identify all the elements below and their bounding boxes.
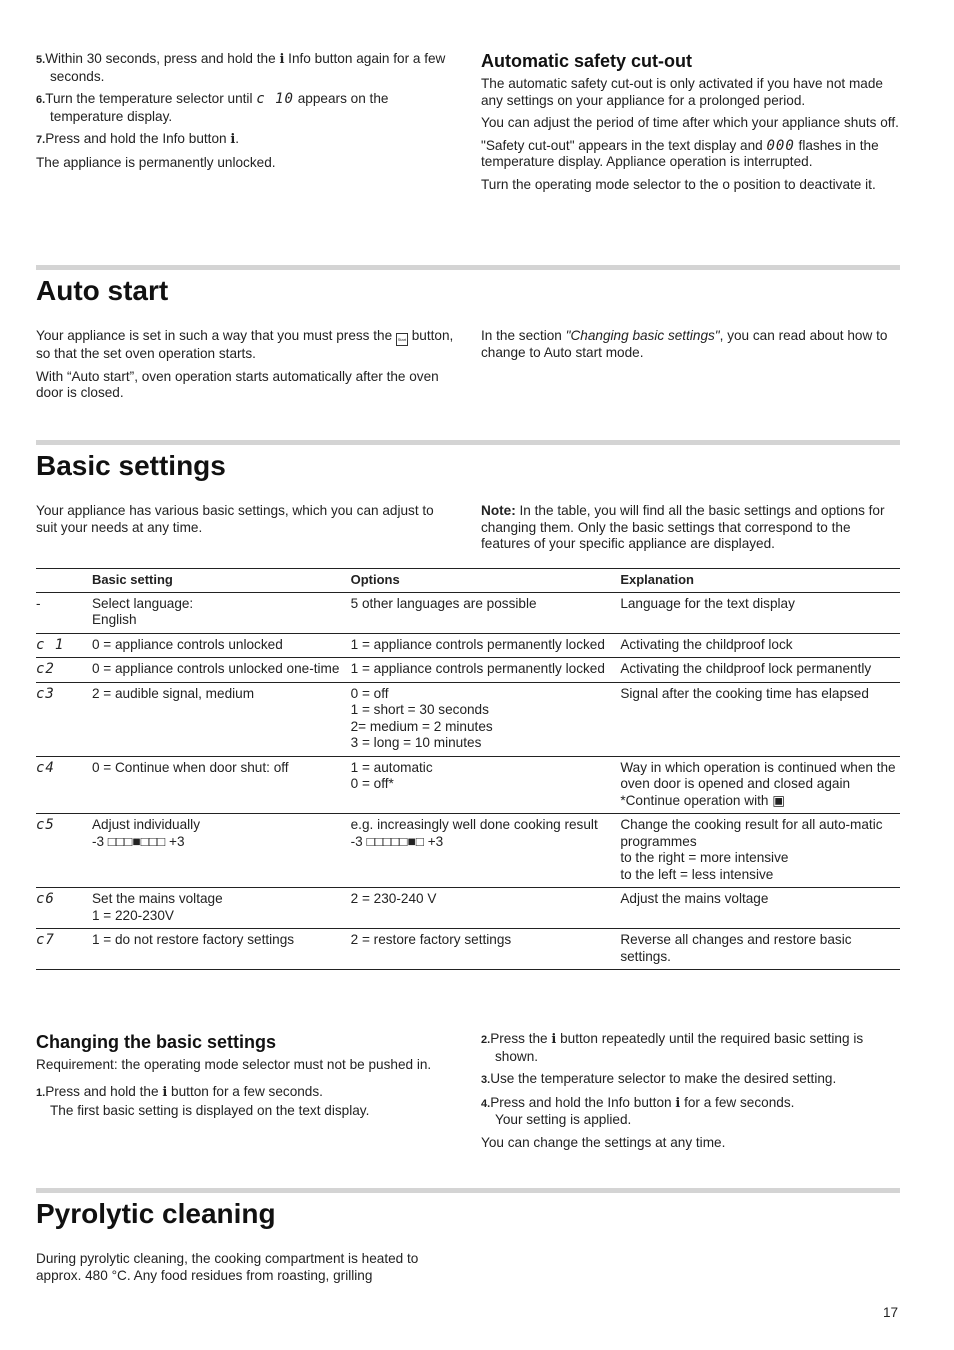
setting-cell-line: -3 □□□■□□□ +3 [91, 833, 185, 849]
setting-code-text: c 1 [36, 636, 65, 653]
info-icon: i [675, 1095, 681, 1111]
options-cell-line: 1 = appliance controls permanently locked [350, 636, 605, 652]
setting-code-text: c3 [36, 685, 55, 702]
options-cell-line: 2 = 230-240 V [350, 891, 437, 906]
options-cell [351, 658, 621, 683]
changing-step-3: 3.Use the temperature selector to make the desired setting. [481, 1071, 837, 1086]
changing-left [36, 1031, 456, 1126]
changing-step-4: 4.Press and hold the Info button i for a few seconds. [481, 1094, 795, 1111]
display-code: 000 [766, 137, 795, 154]
safety-section [481, 50, 901, 199]
setting-cell [92, 756, 351, 814]
changing-step-2: 2.Press the i button repeatedly until the required basic setting is shown. [481, 1031, 864, 1064]
pyrolytic-p1: During pyrolytic cleaning, the cooking compartment is heated to approx. 480 °C. Any food residues from roasting, grilling [36, 1251, 419, 1283]
basic-note: Note: In the table, you will find all the basic settings and options for changing them. Only the basic settings that correspond to the features of your specific appliance are displayed. [481, 503, 885, 551]
setting-code [36, 658, 92, 683]
auto-start-title: Auto start [36, 275, 169, 306]
changing-heading: Changing the basic settings [36, 1032, 277, 1052]
setting-code-text: c4 [36, 759, 55, 776]
changing-right [481, 1031, 901, 1157]
section-divider [36, 1188, 900, 1193]
start-button-icon: Start [396, 333, 408, 346]
info-icon: i [162, 1084, 168, 1100]
options-cell-line: -3 □□□□□■□ +3 [350, 833, 444, 849]
setting-code-text: - [36, 595, 41, 611]
options-cell-line: e.g. increasingly well done cooking result [350, 817, 598, 832]
step-7: 7.Press and hold the Info button i. [36, 131, 240, 147]
basic-note-block [481, 503, 901, 559]
explanation-cell-line: Reverse all changes and restore basic settings. [620, 932, 852, 964]
table-row [36, 682, 900, 756]
auto-start-ref: In the section "Changing basic settings", you can read about how to change to Auto start mode. [481, 328, 888, 360]
explanation-cell [620, 756, 900, 814]
setting-cell-line: 0 = Continue when door shut: off [91, 759, 289, 775]
options-cell-line: 2= medium = 2 minutes [350, 718, 493, 734]
changing-step-1-sub: The first basic setting is displayed on the text display. [50, 1103, 370, 1118]
basic-settings-table [36, 568, 900, 970]
explanation-cell-line: to the left = less intensive [620, 866, 774, 882]
top-steps [36, 51, 456, 177]
auto-start-p2: With “Auto start”, oven operation starts automatically after the oven door is closed. [36, 368, 439, 400]
setting-cell-line: Adjust individually [91, 817, 200, 832]
setting-code [36, 633, 92, 658]
changing-step-1: 1.Press and hold the i button for a few seconds. [36, 1083, 323, 1100]
safety-p2: You can adjust the period of time after which your appliance shuts off. [481, 115, 899, 130]
table-row [36, 658, 900, 683]
options-cell-line: 1 = appliance controls permanently locked [350, 661, 605, 676]
table-body [36, 592, 900, 970]
setting-cell-line: Set the mains voltage [91, 891, 223, 906]
explanation-cell [620, 592, 900, 633]
options-cell [351, 888, 621, 929]
options-cell-line: 0 = off* [350, 776, 394, 791]
options-cell-line: 2 = restore factory settings [350, 932, 512, 947]
page-number: 17 [883, 1305, 899, 1320]
options-cell-line: 0 = off [350, 685, 389, 701]
setting-code-text: c5 [36, 817, 55, 833]
explanation-cell-line: *Continue operation with ▣ [620, 792, 786, 808]
setting-code [36, 929, 92, 970]
step-5: 5.Within 30 seconds, press and hold the i Info button again for a few seconds. [36, 51, 446, 84]
changing-requirement: Requirement: the operating mode selector must not be pushed in. [36, 1057, 432, 1072]
table-row [36, 888, 900, 929]
info-icon: i [230, 132, 236, 147]
auto-start-left [36, 328, 456, 408]
explanation-cell [620, 888, 900, 929]
table-row [36, 633, 900, 658]
col-header-options: Options [351, 569, 621, 593]
explanation-cell-line: Change the cooking result for all auto-matic programmes [620, 817, 883, 849]
setting-cell [92, 592, 351, 633]
basic-intro-block [36, 503, 456, 542]
setting-cell-line: Select language: [91, 595, 194, 611]
col-header-explanation: Explanation [620, 569, 900, 593]
info-icon: i [551, 1032, 557, 1047]
options-cell-line: 3 = long = 10 minutes [350, 735, 482, 750]
setting-cell [92, 814, 351, 888]
options-cell [351, 592, 621, 633]
setting-code [36, 682, 92, 756]
explanation-cell [620, 658, 900, 683]
setting-cell-line: 1 = do not restore factory settings [91, 932, 295, 947]
explanation-cell-line: Adjust the mains voltage [620, 891, 769, 906]
setting-cell [92, 682, 351, 756]
step-6: 6.Turn the temperature selector until c 10 appears on the temperature display. [36, 91, 389, 124]
setting-cell-line: 2 = audible signal, medium [91, 685, 255, 701]
safety-p4: Turn the operating mode selector to the o position to deactivate it. [481, 176, 876, 192]
info-icon: i [279, 52, 285, 67]
options-cell [351, 633, 621, 658]
explanation-cell [620, 682, 900, 756]
col-header-code [36, 569, 92, 593]
table-row [36, 592, 900, 633]
display-code: c 10 [256, 91, 294, 107]
setting-code [36, 814, 92, 888]
options-cell-line: 5 other languages are possible [350, 595, 537, 611]
table-row [36, 929, 900, 970]
auto-start-right [481, 328, 901, 367]
unlocked-note: The appliance is permanently unlocked. [36, 154, 276, 170]
setting-cell [92, 658, 351, 683]
explanation-cell-line: Activating the childproof lock [620, 636, 793, 652]
changing-final: You can change the settings at any time. [481, 1134, 726, 1150]
explanation-cell-line: Signal after the cooking time has elapsed [620, 685, 869, 701]
explanation-cell-line: Activating the childproof lock permanently [620, 661, 872, 676]
table-header-row [36, 569, 900, 593]
auto-start-p1: Your appliance is set in such a way that you must press the Start button, so that the set oven operation starts. [36, 328, 454, 361]
setting-code [36, 756, 92, 814]
setting-cell [92, 633, 351, 658]
options-cell [351, 682, 621, 756]
setting-code-text: c2 [36, 661, 55, 677]
explanation-cell-line: Way in which operation is continued when the oven door is opened and closed again [620, 759, 896, 791]
explanation-cell-line: Language for the text display [620, 595, 795, 611]
pyrolytic-body [36, 1251, 456, 1290]
table-row [36, 756, 900, 814]
col-header-setting: Basic setting [92, 569, 351, 593]
setting-code-text: c7 [36, 932, 55, 948]
changing-step-4-sub: Your setting is applied. [495, 1112, 632, 1127]
setting-cell-line: 0 = appliance controls unlocked [91, 636, 283, 652]
explanation-cell [620, 814, 900, 888]
options-cell [351, 929, 621, 970]
options-cell-line: 1 = automatic [350, 759, 433, 775]
off-position-icon: o [722, 176, 730, 192]
pyrolytic-title: Pyrolytic cleaning [36, 1198, 276, 1229]
explanation-cell [620, 929, 900, 970]
setting-code-text: c6 [36, 891, 55, 907]
options-cell-line: 1 = short = 30 seconds [350, 702, 489, 717]
table-row [36, 814, 900, 888]
setting-cell-line: 1 = 220-230V [91, 907, 174, 923]
safety-p3: "Safety cut-out" appears in the text display and 000 flashes in the temperature display. Appliance operation is interrupted. [481, 137, 879, 169]
basic-settings-title: Basic settings [36, 450, 226, 481]
options-cell [351, 756, 621, 814]
setting-code [36, 888, 92, 929]
basic-intro: Your appliance has various basic settings, which you can adjust to suit your needs at any time. [36, 503, 434, 535]
setting-cell-line: English [91, 612, 137, 627]
section-divider [36, 440, 900, 445]
setting-code [36, 592, 92, 633]
section-divider [36, 265, 900, 270]
setting-cell [92, 888, 351, 929]
explanation-cell-line: to the right = more intensive [620, 850, 789, 865]
safety-heading: Automatic safety cut-out [481, 51, 693, 71]
setting-cell [92, 929, 351, 970]
safety-p1: The automatic safety cut-out is only activated if you have not made any settings on your appliance for a prolonged period. [481, 76, 883, 108]
setting-cell-line: 0 = appliance controls unlocked one-time [91, 661, 340, 676]
explanation-cell [620, 633, 900, 658]
options-cell [351, 814, 621, 888]
